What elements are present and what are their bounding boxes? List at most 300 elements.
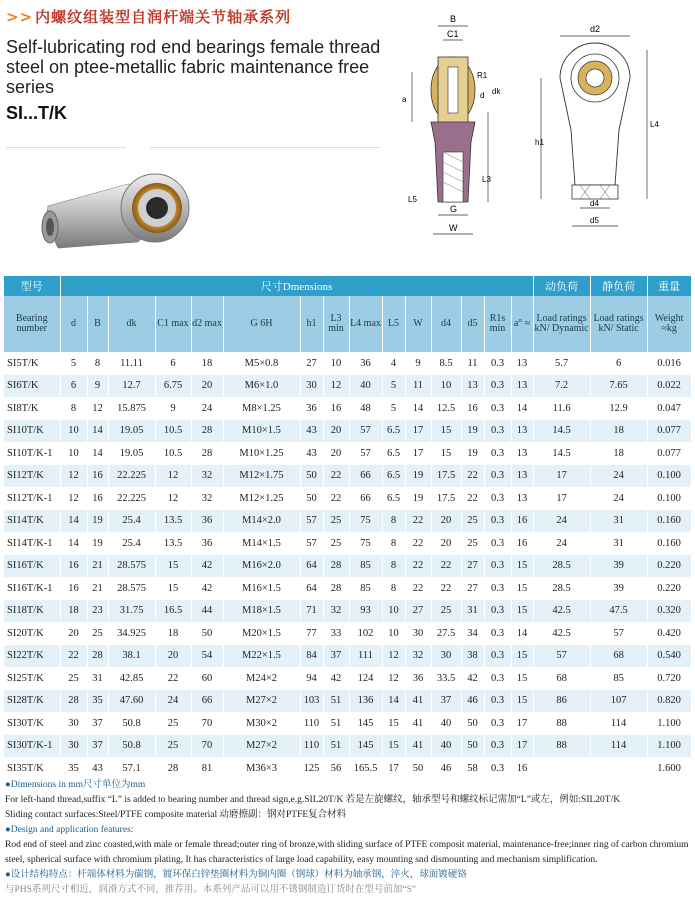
table-cell: 27 [405, 600, 431, 623]
table-cell: 13 [461, 375, 484, 398]
table-cell: 85 [590, 667, 647, 690]
table-cell: 22 [405, 577, 431, 600]
arrows-icon: >> [6, 8, 34, 26]
table-cell: 43 [300, 420, 323, 443]
table-cell: 35 [87, 690, 108, 713]
table-row [4, 690, 691, 713]
table-cell: M14×1.5 [223, 532, 300, 555]
table-cell: 14 [382, 690, 405, 713]
table-cell: 19.05 [108, 442, 155, 465]
table-cell: 25.4 [108, 510, 155, 533]
table-cell: 50 [405, 757, 431, 780]
table-cell: 12 [155, 487, 191, 510]
table-cell: 13 [511, 375, 533, 398]
label-a: a [402, 95, 407, 104]
table-cell: 57 [300, 532, 323, 555]
group-header-dynamic: 动负荷 [533, 276, 590, 296]
bearing-number-cell: SI18T/K [4, 600, 60, 623]
table-cell: 39 [590, 555, 647, 578]
col-header: Load ratings kN/ Dynamic [533, 296, 590, 352]
table-cell: 12 [87, 397, 108, 420]
table-cell: 15 [511, 577, 533, 600]
table-cell: 114 [590, 735, 647, 758]
table-cell: 17 [533, 465, 590, 488]
table-cell: 0.320 [647, 600, 691, 623]
table-cell: 20 [191, 375, 223, 398]
title-english: Self-lubricating rod end bearings female thread steel on ptee-metallic fabric maintenance free series [6, 37, 381, 97]
notes [5, 778, 693, 898]
table-cell: 20 [431, 510, 461, 533]
table-cell: 93 [349, 600, 382, 623]
table-cell: 50.8 [108, 735, 155, 758]
table-cell: 57 [590, 622, 647, 645]
table-cell: 60 [191, 667, 223, 690]
table-cell: 9 [405, 352, 431, 375]
table-cell: 19 [405, 465, 431, 488]
table-cell: 50 [300, 487, 323, 510]
label-R1: R1 [477, 71, 488, 80]
table-cell: 42 [191, 555, 223, 578]
table-cell: 0.3 [484, 735, 511, 758]
table-cell: 25 [323, 510, 349, 533]
table-row [4, 510, 691, 533]
table-cell: 36 [349, 352, 382, 375]
bearing-number-cell: SI30T/K-1 [4, 735, 60, 758]
table-cell: 33.5 [431, 667, 461, 690]
table-cell: 34.925 [108, 622, 155, 645]
bearing-number-cell: SI12T/K-1 [4, 487, 60, 510]
table-cell: 15 [511, 667, 533, 690]
col-header: d4 [431, 296, 461, 352]
table-cell: 38.1 [108, 645, 155, 668]
table-cell: 70 [191, 735, 223, 758]
table-cell: 0.3 [484, 667, 511, 690]
table-cell: 13 [511, 420, 533, 443]
table-cell: 0.3 [484, 690, 511, 713]
table-cell: 34 [461, 622, 484, 645]
table-cell: 17.5 [431, 465, 461, 488]
table-cell: 7.2 [533, 375, 590, 398]
table-cell: 114 [590, 712, 647, 735]
table-cell: 13.5 [155, 510, 191, 533]
group-header-static: 静负荷 [590, 276, 647, 296]
table-cell: 20 [155, 645, 191, 668]
table-row [4, 735, 691, 758]
col-header: R1s min [484, 296, 511, 352]
table-cell: 46 [461, 690, 484, 713]
label-L4: L4 [650, 120, 659, 129]
table-cell: 8.5 [431, 352, 461, 375]
table-cell: 0.220 [647, 577, 691, 600]
table-cell: 0.3 [484, 555, 511, 578]
table-cell: 24 [191, 397, 223, 420]
bearing-number-cell: SI16T/K [4, 555, 60, 578]
table-cell: 37 [87, 735, 108, 758]
label-d4: d4 [590, 199, 599, 208]
col-header: d [60, 296, 87, 352]
table-cell: 22 [431, 555, 461, 578]
table-cell: 6.75 [155, 375, 191, 398]
label-L3: L3 [482, 175, 491, 184]
table-cell: M10×1.5 [223, 420, 300, 443]
note-units: ●Dimensions in mm尺寸单位为mm [5, 780, 146, 790]
note-cn-series: 与PHS系列尺寸相近，润滑方式不同，推荐用。本系列产品可以用不锈钢制造订货时在型号前加“S” [5, 885, 417, 895]
table-row [4, 555, 691, 578]
table-cell: 30 [405, 622, 431, 645]
table-cell: 16 [461, 397, 484, 420]
table-cell: 10 [382, 600, 405, 623]
table-cell [590, 757, 647, 780]
table-cell: M5×0.8 [223, 352, 300, 375]
table-cell: 5 [60, 352, 87, 375]
table-cell: 33 [323, 622, 349, 645]
col-header: d2 max [191, 296, 223, 352]
table-cell: 13.5 [155, 532, 191, 555]
group-header-weight: 重量 [647, 276, 691, 296]
section-drawing [398, 12, 508, 242]
table-cell: 31.75 [108, 600, 155, 623]
table-cell: 0.3 [484, 397, 511, 420]
table-cell: 17.5 [431, 487, 461, 510]
table-cell: 66 [349, 487, 382, 510]
label-d: d [480, 91, 485, 100]
table-cell: 85 [349, 577, 382, 600]
rod-end-photo [38, 170, 198, 260]
table-cell: 12 [323, 375, 349, 398]
table-cell: 17 [382, 757, 405, 780]
table-cell: 37 [87, 712, 108, 735]
table-cell: 40 [431, 735, 461, 758]
bearing-number-cell: SI22T/K [4, 645, 60, 668]
table-cell: 20 [431, 532, 461, 555]
table-cell: M14×2.0 [223, 510, 300, 533]
table-cell: 35 [60, 757, 87, 780]
table-cell: 19 [87, 532, 108, 555]
group-header-model: 型号 [4, 276, 60, 296]
table-row [4, 532, 691, 555]
table-cell: 6.5 [382, 420, 405, 443]
table-cell: M12×1.75 [223, 465, 300, 488]
table-cell: 12 [60, 465, 87, 488]
table-cell: 15 [511, 555, 533, 578]
table-cell: 22 [405, 532, 431, 555]
table-cell: 25 [461, 510, 484, 533]
bearing-number-cell: SI20T/K [4, 622, 60, 645]
label-B: B [450, 14, 457, 24]
table-cell: 54 [191, 645, 223, 668]
table-row [4, 712, 691, 735]
col-header: d5 [461, 296, 484, 352]
table-cell: 22 [155, 667, 191, 690]
table-row [4, 622, 691, 645]
table-cell: M12×1.25 [223, 487, 300, 510]
label-G: G [450, 204, 458, 214]
note-sliding: Sliding contact surfaces:Steel/PTFE composite material 动磨擦副：钢对PTFE复合材料 [5, 810, 347, 820]
label-d5: d5 [590, 216, 599, 225]
table-cell: 20 [323, 442, 349, 465]
table-cell: 14.5 [533, 420, 590, 443]
table-cell: 42 [323, 667, 349, 690]
note-left-hand: For left-hand thread,suffix “L” is added to bearing number and thread sign,e.g.SIL20T/K 若是左旋螺纹，轴承型号和螺纹标记需加“L”或左，例如:SIL20T/K [5, 795, 621, 805]
table-cell: 28 [155, 757, 191, 780]
table-row [4, 487, 691, 510]
table-cell: 32 [323, 600, 349, 623]
table-cell: M30×2 [223, 712, 300, 735]
table-cell: 5.7 [533, 352, 590, 375]
col-header: B [87, 296, 108, 352]
table-cell: 22 [323, 465, 349, 488]
table-cell: 25 [155, 712, 191, 735]
table-cell: 19 [461, 420, 484, 443]
col-header: L5 [382, 296, 405, 352]
table-cell: 0.220 [647, 555, 691, 578]
table-cell: 125 [300, 757, 323, 780]
bearing-number-cell: SI14T/K [4, 510, 60, 533]
table-cell: 31 [461, 600, 484, 623]
table-cell: 22 [405, 510, 431, 533]
table-cell: 42.85 [108, 667, 155, 690]
table-cell: 57.1 [108, 757, 155, 780]
table-cell: 68 [590, 645, 647, 668]
table-cell: 5 [382, 397, 405, 420]
table-cell: 18 [155, 622, 191, 645]
table-cell: 37 [323, 645, 349, 668]
table-cell: M18×1.5 [223, 600, 300, 623]
table-cell: 22.225 [108, 487, 155, 510]
table-cell: 28.575 [108, 577, 155, 600]
table-cell: 10.5 [155, 442, 191, 465]
table-cell: M6×1.0 [223, 375, 300, 398]
table-cell: 37 [431, 690, 461, 713]
table-cell: 0.3 [484, 465, 511, 488]
table-cell: M27×2 [223, 690, 300, 713]
table-cell: 36 [405, 667, 431, 690]
table-cell: 43 [300, 442, 323, 465]
series-code: SI...T/K [6, 103, 68, 123]
table-cell: 136 [349, 690, 382, 713]
table-cell: 27 [300, 352, 323, 375]
table-cell: 17 [511, 712, 533, 735]
table-cell: 9 [155, 397, 191, 420]
table-row [4, 465, 691, 488]
table-row [4, 645, 691, 668]
table-cell: 145 [349, 712, 382, 735]
table-cell: 23 [87, 600, 108, 623]
table-cell: 5 [382, 375, 405, 398]
table-cell: 28 [191, 420, 223, 443]
col-header: L3 min [323, 296, 349, 352]
table-cell: 94 [300, 667, 323, 690]
table-cell: 66 [191, 690, 223, 713]
table-cell: 15 [382, 735, 405, 758]
note-design-title: ●Design and application features: [5, 825, 134, 835]
table-cell: 28.575 [108, 555, 155, 578]
table-cell: 165.5 [349, 757, 382, 780]
table-cell: 20 [323, 420, 349, 443]
table-cell: 0.100 [647, 487, 691, 510]
table-cell: 66 [349, 465, 382, 488]
bearing-number-cell: SI12T/K [4, 465, 60, 488]
table-cell: 0.016 [647, 352, 691, 375]
table-cell: 10.5 [155, 420, 191, 443]
table-cell: 25 [87, 622, 108, 645]
table-cell: 110 [300, 735, 323, 758]
table-cell: 107 [590, 690, 647, 713]
table-cell: 17 [511, 735, 533, 758]
table-cell: 88 [533, 712, 590, 735]
table-cell: 0.3 [484, 532, 511, 555]
table-cell: 13 [511, 465, 533, 488]
table-cell: 16 [87, 465, 108, 488]
table-cell: 22 [405, 555, 431, 578]
table-cell: 64 [300, 555, 323, 578]
table-cell: 0.3 [484, 510, 511, 533]
bearing-number-cell: SI10T/K-1 [4, 442, 60, 465]
table-cell: 6.5 [382, 487, 405, 510]
table-cell: 28 [60, 690, 87, 713]
table-cell: 8 [382, 510, 405, 533]
label-dk: dk [492, 87, 501, 96]
table-row [4, 577, 691, 600]
table-cell: 19 [87, 510, 108, 533]
table-cell: 41 [405, 712, 431, 735]
bearing-number-cell: SI8T/K [4, 397, 60, 420]
table-cell: 0.3 [484, 442, 511, 465]
table-cell: 85 [349, 555, 382, 578]
table-cell: 22 [431, 577, 461, 600]
table-cell: 15 [155, 555, 191, 578]
table-cell: 15 [382, 712, 405, 735]
table-cell: 6.5 [382, 465, 405, 488]
table-cell: 19.05 [108, 420, 155, 443]
table-cell: 9 [87, 375, 108, 398]
table-cell: 25 [461, 532, 484, 555]
table-cell: 19 [461, 442, 484, 465]
bearing-number-cell: SI28T/K [4, 690, 60, 713]
table-cell: 18 [590, 420, 647, 443]
table-cell: 0.3 [484, 487, 511, 510]
table-cell: 11 [461, 352, 484, 375]
table-cell: 22 [323, 487, 349, 510]
table-cell: 4 [382, 352, 405, 375]
label-d2: d2 [590, 24, 601, 34]
table-cell: 28.5 [533, 555, 590, 578]
table-cell: 0.100 [647, 465, 691, 488]
table-cell: M16×1.5 [223, 577, 300, 600]
table-cell: 36 [191, 510, 223, 533]
table-cell: 11 [405, 375, 431, 398]
table-cell: 81 [191, 757, 223, 780]
table-cell: 17 [405, 420, 431, 443]
table-cell: 15 [431, 420, 461, 443]
label-W: W [449, 223, 458, 233]
table-cell: 102 [349, 622, 382, 645]
table-cell: 110 [300, 712, 323, 735]
table-cell: 0.077 [647, 420, 691, 443]
table-cell: 11.11 [108, 352, 155, 375]
table-cell: 28 [323, 577, 349, 600]
table-cell: 18 [590, 442, 647, 465]
table-cell: 12.5 [431, 397, 461, 420]
table-cell: 57 [349, 420, 382, 443]
table-cell: 8 [382, 577, 405, 600]
table-cell: 15 [431, 442, 461, 465]
table-cell: 124 [349, 667, 382, 690]
table-cell: 64 [300, 577, 323, 600]
table-cell: 16 [511, 510, 533, 533]
table-cell: 41 [405, 690, 431, 713]
table-cell: 57 [349, 442, 382, 465]
table-cell: 15 [511, 645, 533, 668]
note-design-text: Rod end of steel and zinc coasted,with male or female thread;outer ring of bronze,with sliding surface of PTFE composit material, maintenance-free;inner ring of carbon chromium steel, spherical surface with chromium plating, It has characteristics of large load capability, easy mounting snd dismounting and mechanism simplification. [5, 840, 689, 865]
table-cell: 13 [511, 352, 533, 375]
table-cell: 31 [87, 667, 108, 690]
table-cell: 31 [590, 510, 647, 533]
table-cell: 42 [461, 667, 484, 690]
table-cell: 38 [461, 645, 484, 668]
table-cell: 25 [155, 735, 191, 758]
table-cell: 58 [461, 757, 484, 780]
table-cell: 30 [431, 645, 461, 668]
table-cell: 20 [60, 622, 87, 645]
table-cell: 14.5 [533, 442, 590, 465]
table-cell: 0.3 [484, 352, 511, 375]
table-cell: 0.3 [484, 645, 511, 668]
table-cell: 22 [60, 645, 87, 668]
label-L5: L5 [408, 195, 417, 204]
table-cell: 0.3 [484, 757, 511, 780]
table-cell: 50 [461, 735, 484, 758]
table-cell: 48 [349, 397, 382, 420]
table-cell: 47.5 [590, 600, 647, 623]
spec-table [4, 276, 692, 780]
table-cell: 42 [191, 577, 223, 600]
table-cell: 0.3 [484, 622, 511, 645]
note-cn-features: ●设计结构特点：杆端体材料为碳钢，镀环保白锌垫圈材料为铜内圈（钢球）材料为轴承钢，淬火，球面镀硬铬 [5, 870, 467, 880]
table-cell: 77 [300, 622, 323, 645]
table-cell: 28 [323, 555, 349, 578]
table-cell: 46 [431, 757, 461, 780]
table-cell: 36 [300, 397, 323, 420]
label-C1: C1 [447, 29, 459, 39]
table-cell: 18 [60, 600, 87, 623]
col-header: h1 [300, 296, 323, 352]
table-cell: 30 [300, 375, 323, 398]
table-cell: 12 [382, 667, 405, 690]
table-cell: 50.8 [108, 712, 155, 735]
table-cell: 27 [461, 577, 484, 600]
table-cell: 42.5 [533, 600, 590, 623]
table-cell: 16 [60, 577, 87, 600]
table-cell: 6 [590, 352, 647, 375]
table-cell: 0.3 [484, 420, 511, 443]
table-cell: 14 [60, 510, 87, 533]
table-cell: 75 [349, 532, 382, 555]
table-cell: 1.100 [647, 712, 691, 735]
table-cell: 15 [155, 577, 191, 600]
table-row [4, 757, 691, 780]
table-cell: 12 [155, 465, 191, 488]
table-cell: 12.7 [108, 375, 155, 398]
table-cell: 10 [60, 442, 87, 465]
table-cell: 24 [533, 532, 590, 555]
table-cell: 28 [191, 442, 223, 465]
table-cell: 16 [511, 532, 533, 555]
table-cell: 12 [382, 645, 405, 668]
table-cell: 10 [382, 622, 405, 645]
table-cell: 16 [60, 555, 87, 578]
table-cell: 145 [349, 735, 382, 758]
